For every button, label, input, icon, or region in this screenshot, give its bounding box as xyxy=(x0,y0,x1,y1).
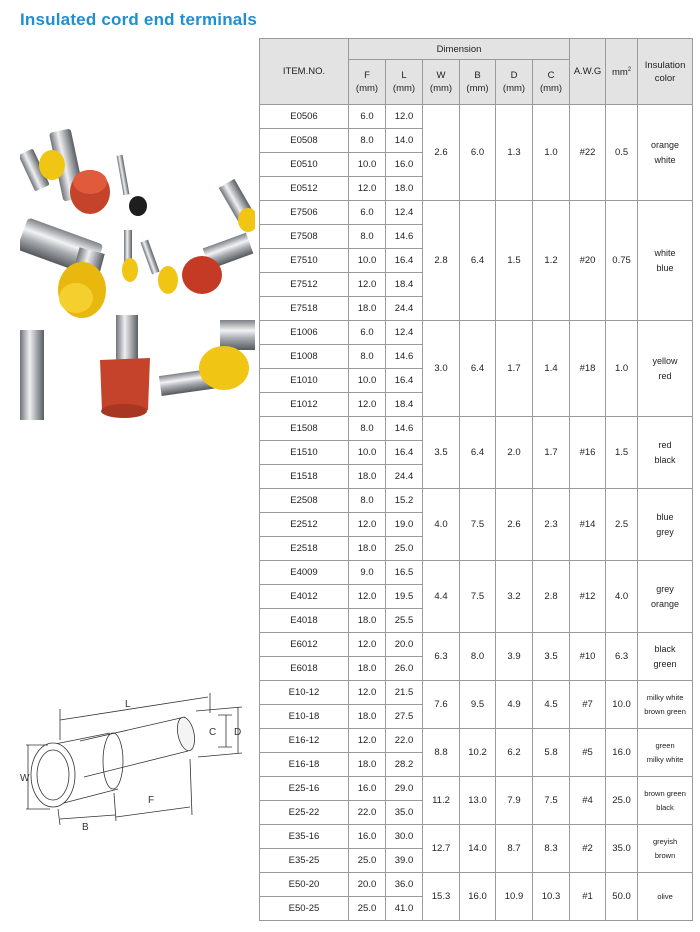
cell-awg: #7 xyxy=(570,681,606,729)
cell-mm2: 6.3 xyxy=(606,633,638,681)
cell-f: 10.0 xyxy=(349,249,386,273)
cell-insulation-color: grey orange xyxy=(638,561,693,633)
cell-l: 36.0 xyxy=(386,873,423,897)
cell-l: 29.0 xyxy=(386,777,423,801)
cell-d: 4.9 xyxy=(496,681,533,729)
cell-l: 16.5 xyxy=(386,561,423,585)
cell-item: E0512 xyxy=(260,177,349,201)
cell-l: 12.0 xyxy=(386,105,423,129)
cell-c: 2.3 xyxy=(533,489,570,561)
cell-insulation-color: brown green black xyxy=(638,777,693,825)
cell-b: 14.0 xyxy=(460,825,496,873)
cell-b: 6.4 xyxy=(460,417,496,489)
cell-f: 9.0 xyxy=(349,561,386,585)
cell-l: 24.4 xyxy=(386,297,423,321)
cell-l: 28.2 xyxy=(386,753,423,777)
cell-insulation-color: black green xyxy=(638,633,693,681)
cell-insulation-color: white blue xyxy=(638,201,693,321)
cell-l: 26.0 xyxy=(386,657,423,681)
cell-awg: #12 xyxy=(570,561,606,633)
table-row xyxy=(260,561,693,585)
cell-item: E10-18 xyxy=(260,705,349,729)
cell-f: 18.0 xyxy=(349,657,386,681)
cell-l: 14.0 xyxy=(386,129,423,153)
header-mm2: $mm^2$ xyxy=(606,39,638,105)
spec-table xyxy=(259,38,693,921)
cell-f: 25.0 xyxy=(349,849,386,873)
table-row xyxy=(260,729,693,753)
cell-f: 6.0 xyxy=(349,321,386,345)
cell-l: 15.2 xyxy=(386,489,423,513)
cell-f: 12.0 xyxy=(349,585,386,609)
cell-f: 22.0 xyxy=(349,801,386,825)
cell-insulation-color: blue grey xyxy=(638,489,693,561)
cell-l: 21.5 xyxy=(386,681,423,705)
header-insulation-color: Insulation color xyxy=(638,39,693,105)
header-item-no: ITEM.NO. xyxy=(260,39,349,105)
cell-f: 12.0 xyxy=(349,681,386,705)
cell-awg: #20 xyxy=(570,201,606,321)
cell-f: 25.0 xyxy=(349,897,386,921)
cell-b: 16.0 xyxy=(460,873,496,921)
label-f: F xyxy=(148,795,155,806)
header-awg: A.W.G xyxy=(570,39,606,105)
cell-d: 2.6 xyxy=(496,489,533,561)
cell-item: E7510 xyxy=(260,249,349,273)
cell-l: 14.6 xyxy=(386,345,423,369)
cell-l: 41.0 xyxy=(386,897,423,921)
cell-w: 15.3 xyxy=(423,873,460,921)
cell-w: 11.2 xyxy=(423,777,460,825)
cell-w: 4.0 xyxy=(423,489,460,561)
cell-l: 18.4 xyxy=(386,393,423,417)
cell-c: 1.7 xyxy=(533,417,570,489)
cell-l: 39.0 xyxy=(386,849,423,873)
cell-l: 19.0 xyxy=(386,513,423,537)
cell-c: 8.3 xyxy=(533,825,570,873)
silver-ferrule xyxy=(220,320,255,350)
cell-l: 22.0 xyxy=(386,729,423,753)
cell-l: 14.6 xyxy=(386,225,423,249)
cell-d: 1.7 xyxy=(496,321,533,417)
cell-d: 7.9 xyxy=(496,777,533,825)
dimension-diagram xyxy=(20,685,250,835)
cell-l: 24.4 xyxy=(386,465,423,489)
table-row xyxy=(260,489,693,513)
cell-insulation-color: red black xyxy=(638,417,693,489)
cell-item: E1508 xyxy=(260,417,349,441)
table-row xyxy=(260,777,693,801)
cell-l: 16.4 xyxy=(386,369,423,393)
table-row xyxy=(260,321,693,345)
cell-l: 19.5 xyxy=(386,585,423,609)
cell-l: 18.0 xyxy=(386,177,423,201)
cell-b: 13.0 xyxy=(460,777,496,825)
cell-b: 8.0 xyxy=(460,633,496,681)
yellow-ferrule xyxy=(122,230,138,282)
cell-awg: #4 xyxy=(570,777,606,825)
cell-item: E4012 xyxy=(260,585,349,609)
cell-c: 1.4 xyxy=(533,321,570,417)
table-row xyxy=(260,825,693,849)
cell-w: 12.7 xyxy=(423,825,460,873)
yellow-ferrule xyxy=(159,346,249,396)
cell-item: E4009 xyxy=(260,561,349,585)
cell-b: 9.5 xyxy=(460,681,496,729)
cell-item: E7508 xyxy=(260,225,349,249)
header-f: F (mm) xyxy=(349,60,386,105)
header-b: B (mm) xyxy=(460,60,496,105)
cell-mm2: 0.5 xyxy=(606,105,638,201)
cell-f: 18.0 xyxy=(349,753,386,777)
cell-f: 8.0 xyxy=(349,489,386,513)
cell-f: 6.0 xyxy=(349,201,386,225)
cell-b: 7.5 xyxy=(460,489,496,561)
cell-l: 20.0 xyxy=(386,633,423,657)
cell-mm2: 2.5 xyxy=(606,489,638,561)
cell-item: E2512 xyxy=(260,513,349,537)
cell-awg: #14 xyxy=(570,489,606,561)
cell-item: E0508 xyxy=(260,129,349,153)
cell-item: E25-16 xyxy=(260,777,349,801)
header-dimension: Dimension xyxy=(349,39,570,60)
cell-l: 12.4 xyxy=(386,321,423,345)
cell-item: E2508 xyxy=(260,489,349,513)
cell-w: 8.8 xyxy=(423,729,460,777)
cell-item: E25-22 xyxy=(260,801,349,825)
cell-d: 1.5 xyxy=(496,201,533,321)
cell-insulation-color: green milky white xyxy=(638,729,693,777)
cell-f: 10.0 xyxy=(349,441,386,465)
cell-f: 8.0 xyxy=(349,345,386,369)
cell-f: 18.0 xyxy=(349,537,386,561)
spec-table-body xyxy=(260,105,693,921)
cell-c: 5.8 xyxy=(533,729,570,777)
cell-item: E35-25 xyxy=(260,849,349,873)
tube-outline xyxy=(80,717,188,777)
table-row xyxy=(260,105,693,129)
table-row xyxy=(260,873,693,897)
cell-w: 2.6 xyxy=(423,105,460,201)
red-ferrule xyxy=(100,315,150,418)
cell-l: 14.6 xyxy=(386,417,423,441)
cell-l: 35.0 xyxy=(386,801,423,825)
cell-f: 12.0 xyxy=(349,633,386,657)
header-d: D (mm) xyxy=(496,60,533,105)
header-l: L (mm) xyxy=(386,60,423,105)
cell-item: E50-25 xyxy=(260,897,349,921)
cell-d: 3.2 xyxy=(496,561,533,633)
label-b: B xyxy=(82,822,89,833)
black-ferrule xyxy=(117,155,147,216)
cell-item: E1012 xyxy=(260,393,349,417)
cell-c: 3.5 xyxy=(533,633,570,681)
cell-w: 7.6 xyxy=(423,681,460,729)
cell-item: E1006 xyxy=(260,321,349,345)
table-row xyxy=(260,201,693,225)
table-row xyxy=(260,681,693,705)
cell-item: E50-20 xyxy=(260,873,349,897)
header-c: C (mm) xyxy=(533,60,570,105)
cell-c: 7.5 xyxy=(533,777,570,825)
cell-d: 2.0 xyxy=(496,417,533,489)
cell-mm2: 10.0 xyxy=(606,681,638,729)
cell-mm2: 4.0 xyxy=(606,561,638,633)
cell-awg: #5 xyxy=(570,729,606,777)
cell-f: 8.0 xyxy=(349,129,386,153)
cell-f: 12.0 xyxy=(349,729,386,753)
cell-mm2: 25.0 xyxy=(606,777,638,825)
cell-item: E6012 xyxy=(260,633,349,657)
red-ferrule xyxy=(182,233,253,294)
cell-f: 10.0 xyxy=(349,153,386,177)
cell-d: 1.3 xyxy=(496,105,533,201)
cell-l: 16.0 xyxy=(386,153,423,177)
cell-w: 6.3 xyxy=(423,633,460,681)
cell-f: 18.0 xyxy=(349,297,386,321)
label-l: L xyxy=(125,699,131,710)
cell-w: 4.4 xyxy=(423,561,460,633)
cell-awg: #10 xyxy=(570,633,606,681)
cell-f: 18.0 xyxy=(349,609,386,633)
cell-c: 1.2 xyxy=(533,201,570,321)
cell-l: 18.4 xyxy=(386,273,423,297)
cell-item: E7506 xyxy=(260,201,349,225)
page-title: Insulated cord end terminals xyxy=(20,10,258,29)
cell-c: 10.3 xyxy=(533,873,570,921)
cell-f: 12.0 xyxy=(349,513,386,537)
cell-b: 6.4 xyxy=(460,321,496,417)
cell-l: 25.5 xyxy=(386,609,423,633)
cell-item: E4018 xyxy=(260,609,349,633)
cell-mm2: 16.0 xyxy=(606,729,638,777)
cell-item: E0506 xyxy=(260,105,349,129)
cell-d: 8.7 xyxy=(496,825,533,873)
table-row xyxy=(260,633,693,657)
header-w: W (mm) xyxy=(423,60,460,105)
cell-insulation-color: greyish brown xyxy=(638,825,693,873)
cell-awg: #2 xyxy=(570,825,606,873)
cell-mm2: 0.75 xyxy=(606,201,638,321)
cell-f: 8.0 xyxy=(349,225,386,249)
cell-item: E0510 xyxy=(260,153,349,177)
cell-f: 12.0 xyxy=(349,393,386,417)
cell-f: 16.0 xyxy=(349,777,386,801)
cell-item: E1010 xyxy=(260,369,349,393)
terminals-photo xyxy=(20,120,255,420)
cell-insulation-color: yellow red xyxy=(638,321,693,417)
cell-f: 12.0 xyxy=(349,273,386,297)
cell-awg: #16 xyxy=(570,417,606,489)
cell-l: 30.0 xyxy=(386,825,423,849)
cell-insulation-color: orange white xyxy=(638,105,693,201)
label-c: C xyxy=(209,727,217,738)
cell-f: 10.0 xyxy=(349,369,386,393)
cell-awg: #18 xyxy=(570,321,606,417)
cell-w: 3.5 xyxy=(423,417,460,489)
cell-item: E1518 xyxy=(260,465,349,489)
cell-item: E16-12 xyxy=(260,729,349,753)
yellow-ferrule xyxy=(219,179,255,232)
cell-item: E1008 xyxy=(260,345,349,369)
cell-b: 10.2 xyxy=(460,729,496,777)
cell-mm2: 50.0 xyxy=(606,873,638,921)
cell-item: E35-16 xyxy=(260,825,349,849)
cell-f: 18.0 xyxy=(349,705,386,729)
cell-mm2: 1.0 xyxy=(606,321,638,417)
cell-c: 4.5 xyxy=(533,681,570,729)
cell-l: 27.5 xyxy=(386,705,423,729)
cell-f: 12.0 xyxy=(349,177,386,201)
cell-awg: #1 xyxy=(570,873,606,921)
yellow-ferrule xyxy=(20,148,65,191)
label-d: D xyxy=(234,727,242,738)
cell-l: 12.4 xyxy=(386,201,423,225)
cell-c: 1.0 xyxy=(533,105,570,201)
cell-insulation-color: olive xyxy=(638,873,693,921)
cell-item: E1510 xyxy=(260,441,349,465)
cell-l: 25.0 xyxy=(386,537,423,561)
cell-insulation-color: milky white brown green xyxy=(638,681,693,729)
cell-d: 3.9 xyxy=(496,633,533,681)
cell-f: 16.0 xyxy=(349,825,386,849)
cell-item: E7512 xyxy=(260,273,349,297)
cell-mm2: 1.5 xyxy=(606,417,638,489)
yellow-ferrule xyxy=(140,240,178,294)
cell-l: 16.4 xyxy=(386,249,423,273)
cell-b: 6.4 xyxy=(460,201,496,321)
cell-w: 3.0 xyxy=(423,321,460,417)
cell-item: E2518 xyxy=(260,537,349,561)
cell-d: 6.2 xyxy=(496,729,533,777)
cell-b: 7.5 xyxy=(460,561,496,633)
cell-item: E7518 xyxy=(260,297,349,321)
cell-c: 2.8 xyxy=(533,561,570,633)
cell-b: 6.0 xyxy=(460,105,496,201)
cell-f: 8.0 xyxy=(349,417,386,441)
cell-mm2: 35.0 xyxy=(606,825,638,873)
silver-ferrule xyxy=(20,330,44,420)
cell-w: 2.8 xyxy=(423,201,460,321)
cell-item: E6018 xyxy=(260,657,349,681)
table-row xyxy=(260,417,693,441)
cell-f: 6.0 xyxy=(349,105,386,129)
cell-l: 16.4 xyxy=(386,441,423,465)
cell-f: 18.0 xyxy=(349,465,386,489)
cell-item: E10-12 xyxy=(260,681,349,705)
label-w: W xyxy=(20,773,30,784)
cell-f: 20.0 xyxy=(349,873,386,897)
cell-item: E16-18 xyxy=(260,753,349,777)
cell-awg: #22 xyxy=(570,105,606,201)
cell-d: 10.9 xyxy=(496,873,533,921)
